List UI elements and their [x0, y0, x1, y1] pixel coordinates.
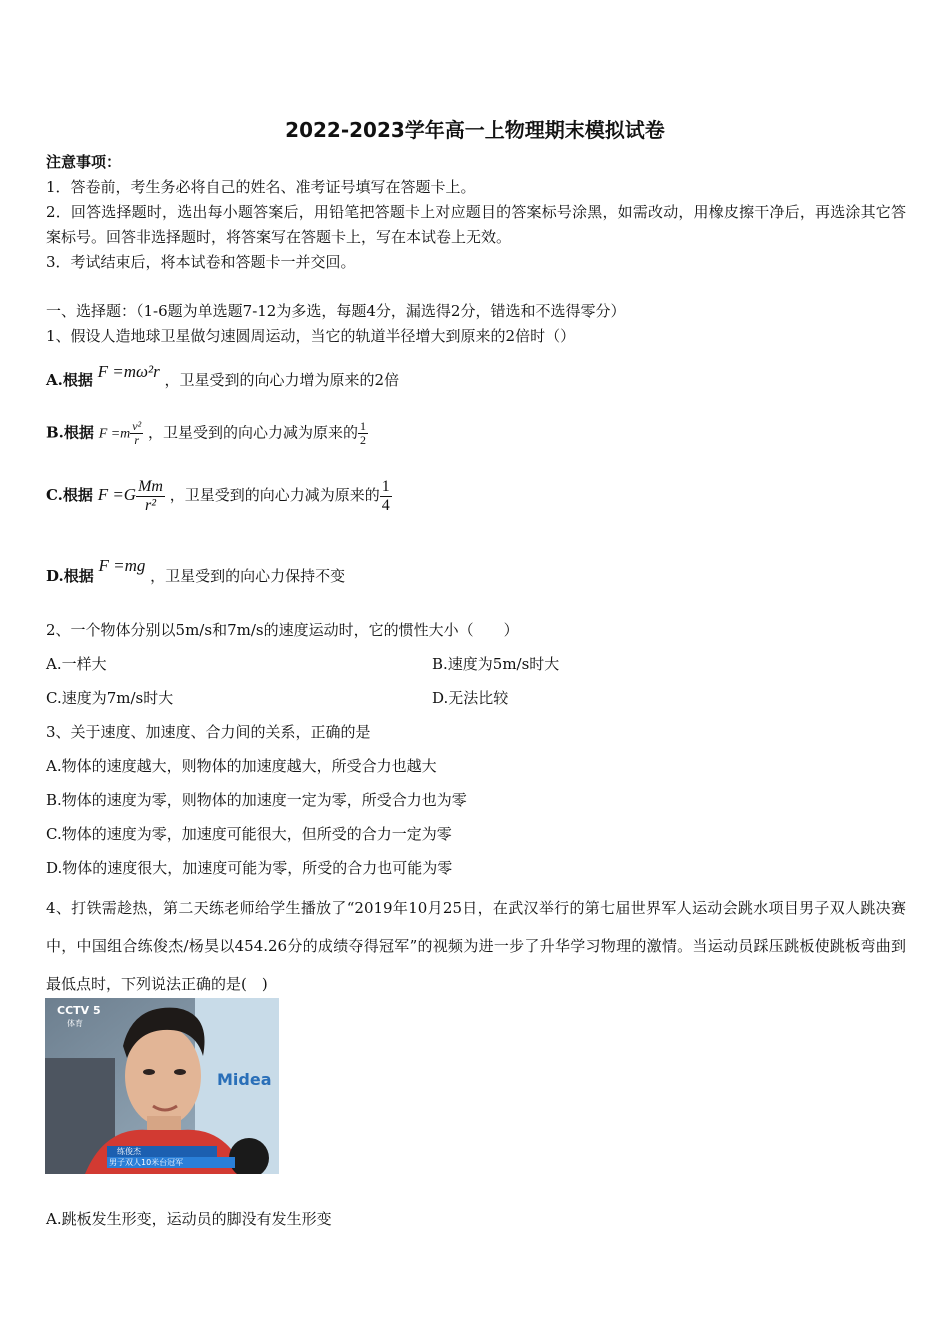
q1-a-prefix: A.根据: [46, 371, 93, 389]
q1-d-formula: F =mg: [98, 556, 146, 575]
section-heading: 一、选择题：（1-6题为单选题7-12为多选，每题4分，漏选得2分，错选和不选得零分）: [46, 302, 626, 320]
q1-c-formula-lhs: F =G: [97, 485, 137, 505]
q1-b-ratio-den: 2: [360, 433, 367, 448]
q3-option-a: A.物体的速度越大，则物体的加速度越大，所受合力也越大: [46, 757, 437, 775]
q4-stem: 4、打铁需趁热，第二天练老师给学生播放了“2019年10月25日，在武汉举行的第七届世界军人运动会跳水项目男子双人跳决赛中，中国组合练俊杰/杨昊以454.26分的成绩夺得冠军”的视频为进一步了升华学习物理的激情。当运动员踩压跳板使跳板弯曲到最低点时，下列说法正确的是( ): [46, 899, 906, 993]
cctv5-logo-sub: 体育: [67, 1019, 83, 1028]
midea-brand: Midea: [217, 1070, 272, 1089]
q1-b-prefix: B.根据: [46, 423, 94, 442]
cctv5-logo: CCTV 5: [57, 1004, 101, 1017]
q1-option-d: [46, 556, 346, 588]
q1-b-ratio: [358, 420, 368, 447]
caption-title: 男子双人10米台冠军: [109, 1158, 184, 1167]
athlete-photo: [45, 998, 279, 1174]
q2-option-b: B.速度为5m/s时大: [432, 655, 560, 673]
q2-option-a: A.一样大: [46, 655, 107, 673]
q1-c-den: r²: [145, 496, 157, 514]
q1-a-formula: F =mω²r: [97, 362, 160, 381]
q3-option-b: B.物体的速度为零，则物体的加速度一定为零，所受合力也为零: [46, 791, 467, 809]
q1-option-a: [46, 362, 400, 392]
q1-d-prefix: D.根据: [46, 567, 94, 585]
q3-option-d: D.物体的速度很大，加速度可能为零，所受的合力也可能为零: [46, 859, 453, 877]
q1-c-ratio: [380, 478, 392, 514]
q1-c-suffix: ，卫星受到的向心力减为原来的: [169, 486, 380, 505]
q1-b-num: v²: [132, 419, 142, 433]
q1-a-suffix: ，卫星受到的向心力增为原来的2倍: [164, 371, 400, 389]
q1-b-ratio-num: 1: [360, 419, 367, 433]
q1-option-b: [46, 420, 368, 447]
notice-heading: 注意事项：: [46, 153, 122, 171]
q1-b-suffix: ，卫星受到的向心力减为原来的: [148, 423, 359, 442]
notice-item-3: 3．考试结束后，将本试卷和答题卡一并交回。: [46, 253, 356, 271]
q1-c-ratio-num: 1: [381, 478, 390, 495]
q1-c-fraction: [136, 478, 165, 514]
q1-stem: 1、假设人造地球卫星做匀速圆周运动，当它的轨道半径增大到原来的2倍时（）: [46, 327, 576, 345]
q2-option-d: D.无法比较: [432, 689, 509, 707]
q1-b-fraction: [130, 420, 143, 447]
q1-c-num: Mm: [138, 478, 163, 495]
q1-d-suffix: ，卫星受到的向心力保持不变: [150, 567, 346, 585]
q1-b-den: r: [134, 433, 140, 448]
q2-stem: 2、一个物体分别以5m/s和7m/s的速度运动时，它的惯性大小（ ）: [46, 621, 519, 639]
q1-c-ratio-den: 4: [381, 496, 390, 514]
caption-name: 练俊杰: [117, 1147, 141, 1156]
q1-c-prefix: C.根据: [46, 486, 93, 505]
q2-option-c: C.速度为7m/s时大: [46, 689, 174, 707]
notice-item-2: 2．回答选择题时，选出每小题答案后，用铅笔把答题卡上对应题目的答案标号涂黑，如需改动，用橡皮擦干净后，再选涂其它答案标号。回答非选择题时，将答案写在答题卡上，写在本试卷上无效。: [46, 203, 906, 246]
q4-option-a: A.跳板发生形变，运动员的脚没有发生形变: [46, 1210, 332, 1228]
page-title: 2022-2023学年高一上物理期末模拟试卷: [285, 118, 665, 142]
q3-stem: 3、关于速度、加速度、合力间的关系，正确的是: [46, 723, 371, 741]
q3-option-c: C.物体的速度为零，加速度可能很大，但所受的合力一定为零: [46, 825, 452, 843]
notice-item-1: 1．答卷前，考生务必将自己的姓名、准考证号填写在答题卡上。: [46, 178, 476, 196]
q1-b-formula-lhs: F =m: [98, 426, 131, 442]
q1-option-c: [46, 478, 392, 514]
